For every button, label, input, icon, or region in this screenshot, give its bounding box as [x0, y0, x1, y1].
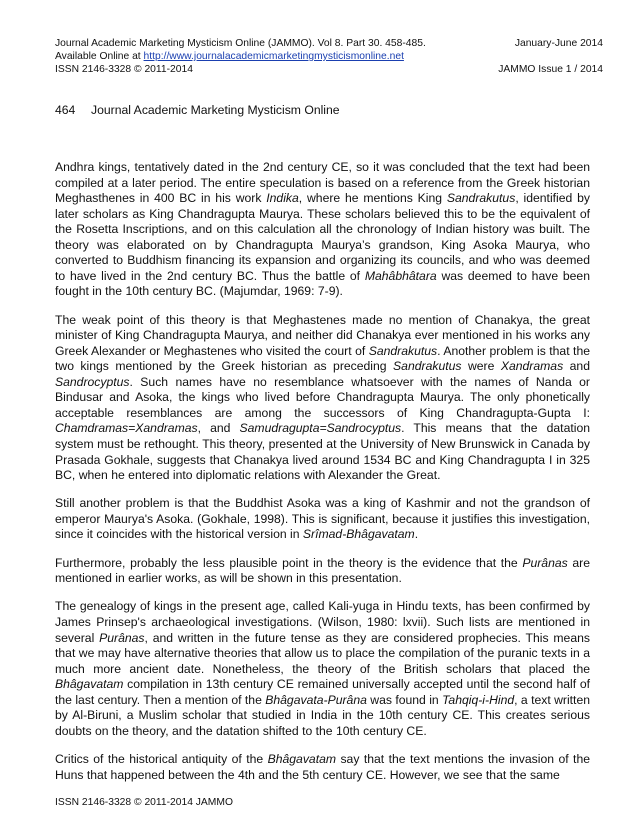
- text-run: were: [461, 359, 501, 374]
- text-run: compilation in 13th century CE remained universally accepted until the second half of the last century. Then a mention of the: [55, 677, 590, 707]
- text-run: Still another problem is that the Buddhist Asoka was a king of Kashmir and not the grandson of emperor Maurya's Asoka. (Gokhale, 1998). This is significant, because it justifies this investigation, since it coincides with the historical version in: [55, 496, 590, 542]
- text-run: , a text written by Al-Biruni, a Muslim scholar that studied in India in the 10th century CE. This creates serious doubts on the theory, and the datation shifted to the 10th century CE.: [55, 692, 591, 738]
- italic-term: Bhâgavatam: [267, 752, 337, 767]
- italic-term: Indika: [266, 191, 299, 206]
- italic-term: Sandrocyptus: [55, 374, 130, 389]
- text-run: Critics of the historical antiquity of the: [55, 752, 268, 767]
- text-run: Andhra kings, tentatively dated in the 2nd century CE, so it was concluded that the text had been compiled at a later period. The entire speculation is based on a reference from the Greek historian Meghasthenes in 400 BC in his work: [55, 160, 590, 206]
- header-issn: ISSN 2146-3328 © 2011-2014: [55, 64, 193, 75]
- text-run: was deemed to have been fought in the 10th century BC. (Majumdar, 1969: 7-9).: [55, 268, 590, 299]
- text-run: The weak point of this theory is that Meghastenes made no mention of Chanakya, the great minister of King Chandragupta Maurya, and neither did Chanakya ever mentioned in his works any Greek Alexander or Meghastenes who visited the court of: [55, 312, 590, 358]
- italic-term: Srîmad-Bhâgavatam: [302, 527, 415, 542]
- text-run: . Such names have no resemblance whatsoever with the names of Nanda or Bindusar and Asoka, the kings who lived before Chandragupta Maurya. The only phonetically acceptable resemblances are among the successors of King Chandragupta-Gupta I:: [55, 374, 590, 420]
- availability-label: Available Online at: [55, 51, 144, 62]
- italic-term: Samudragupta=Sandrocyptus: [239, 421, 402, 436]
- journal-citation: Journal Academic Marketing Mysticism Online (JAMMO). Vol 8. Part 30. 458-485.: [55, 38, 426, 49]
- header-line-3: [55, 63, 603, 76]
- issue-date: January-June 2014: [514, 38, 603, 49]
- page-number: 464: [55, 103, 76, 117]
- header-line-2: [55, 50, 603, 63]
- italic-term: Sandrakutus: [446, 191, 516, 206]
- italic-term: Sandrakutus: [368, 343, 438, 358]
- italic-term: Chamdramas=Xandramas: [55, 421, 198, 436]
- body-paragraph: [55, 599, 590, 739]
- body-paragraph: [55, 313, 590, 484]
- italic-term: Purânas: [522, 555, 568, 570]
- italic-term: Bhâgavatam: [55, 677, 124, 692]
- italic-term: Xandramas: [500, 359, 564, 374]
- header-issue: JAMMO Issue 1 / 2014: [498, 64, 603, 75]
- body-paragraph: [55, 752, 590, 783]
- running-title: Journal Academic Marketing Mysticism Online: [91, 103, 340, 117]
- text-run: and: [563, 359, 590, 374]
- body-paragraph: [55, 160, 590, 300]
- text-run: are mentioned in earlier works, as will be shown in this presentation.: [55, 555, 590, 586]
- text-run: , and written in the future tense as they are considered prophecies. This means that we may have alternative theories that allow us to place the compilation of the puranic texts in a much more ancient date. Nonetheless, the theory of the British scholars that placed the: [55, 630, 590, 676]
- text-run: , and: [197, 421, 240, 436]
- running-head: [55, 103, 340, 117]
- journal-url-link[interactable]: http://www.journalacademicmarketingmysticismonline.net: [143, 51, 404, 62]
- text-run: was found in: [366, 692, 443, 707]
- text-run: say that the text mentions the invasion of the Huns that happened between the 4th and the 5th century CE. However, we see that the same: [55, 752, 590, 782]
- article-body: [55, 160, 590, 796]
- italic-term: Tahqiq-i-Hind: [442, 692, 515, 707]
- header-line-1: [55, 37, 603, 50]
- text-run: The genealogy of kings in the present age, called Kali-yuga in Hindu texts, has been confirmed by James Prinsep's archaeological investigations. (Wilson, 1980: lxvii). Such lists are mentioned in several: [55, 599, 590, 645]
- italic-term: Bhâgavata-Purâna: [265, 692, 367, 707]
- italic-term: Purânas: [99, 630, 145, 645]
- italic-term: Sandrakutus: [393, 359, 462, 374]
- text-run: , identified by later scholars as King Chandragupta Maurya. These scholars believed this to be the equivalent of the Rosetta Inscriptions, and on this calculation all the chronology of Indian history was built. The theory was elaborated on by Chandragupta Maurya’s grandson, King Asoka Maurya, who converted to Buddhism financing its expansion and organizing its councils, and who was deemed to have lived in the 2nd century BC. Thus the battle of: [55, 191, 590, 283]
- text-run: , where he mentions King: [298, 191, 447, 206]
- text-run: Furthermore, probably the less plausible point in the theory is the evidence that the: [55, 555, 523, 570]
- text-run: . This means that the datation system must be rethought. This theory, presented at the University of New Brunswick in Canada by Prasada Gokhale, suggests that Chanakya lived around 1534 BC and King Chandragupta I in 325 BC, when he entered into diplomatic relations with Alexander the Great.: [55, 421, 591, 483]
- body-paragraph: [55, 496, 590, 543]
- body-paragraph: [55, 556, 590, 587]
- footer-issn: ISSN 2146-3328 © 2011-2014 JAMMO: [55, 797, 233, 808]
- text-run: .: [414, 527, 419, 542]
- italic-term: Mahâbhâtara: [364, 268, 437, 283]
- text-run: . Another problem is that the two kings mentioned by the Greek historian as preceding: [55, 343, 590, 374]
